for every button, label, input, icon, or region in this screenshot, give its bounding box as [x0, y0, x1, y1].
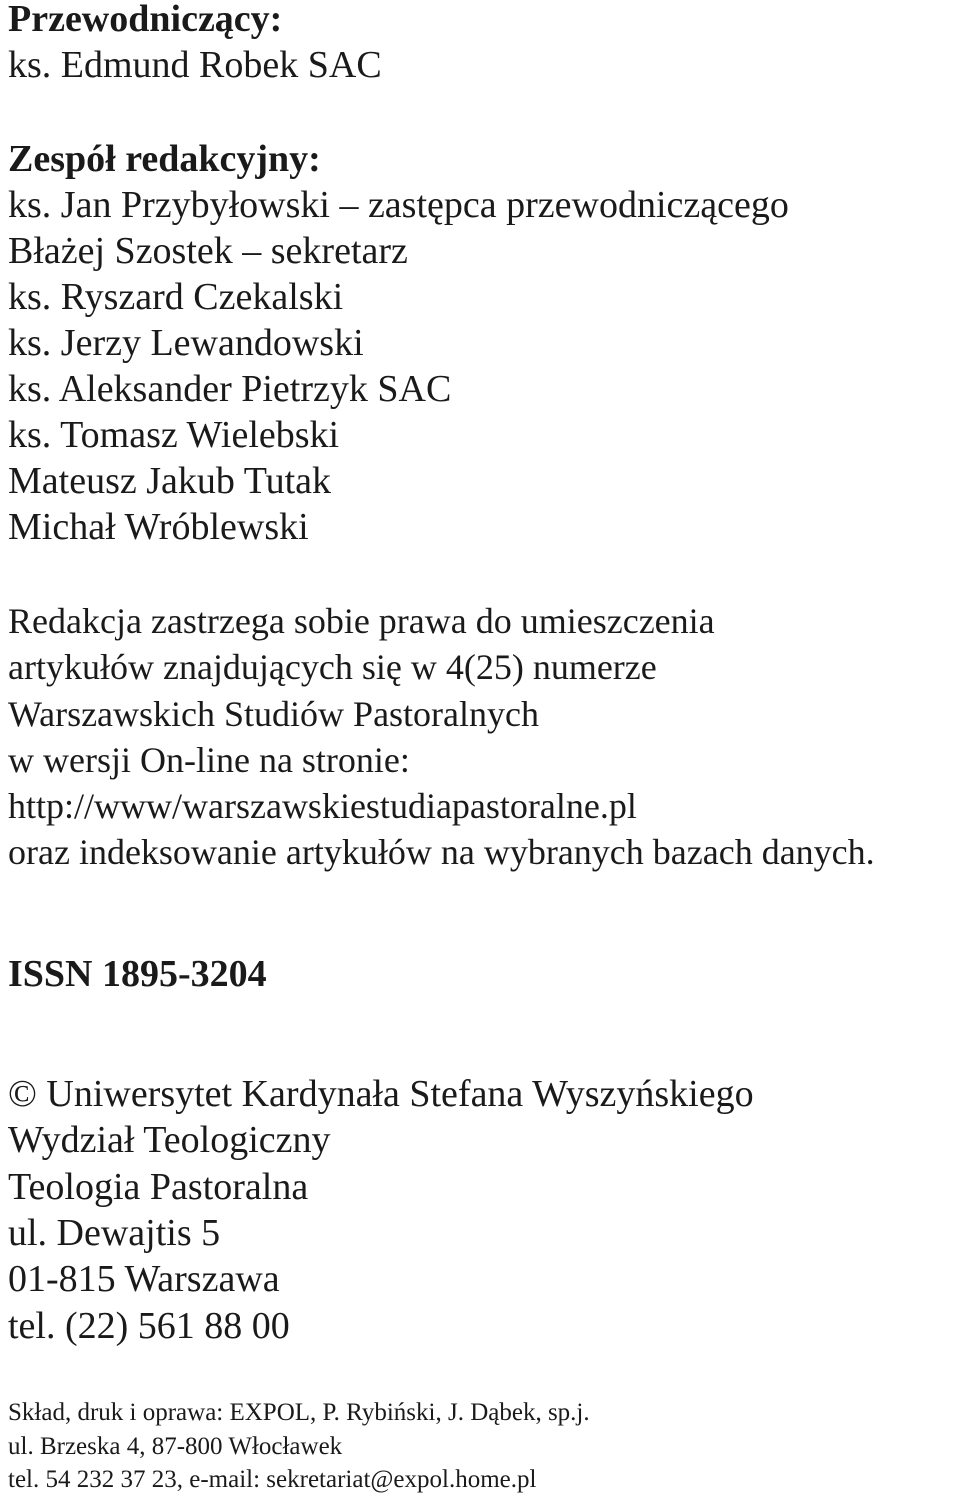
publisher-line: ul. Dewajtis 5: [8, 1212, 221, 1254]
editorial-team-member: ks. Tomasz Wielebski: [8, 414, 340, 456]
editorial-team-member: ks. Jan Przybyłowski – zastępca przewodniczącego: [8, 184, 789, 226]
publisher-line: © Uniwersytet Kardynała Stefana Wyszyńskiego: [8, 1073, 754, 1115]
editorial-team-member: ks. Jerzy Lewandowski: [8, 322, 364, 364]
publisher-line: Wydział Teologiczny: [8, 1119, 331, 1161]
editorial-team-member: ks. Ryszard Czekalski: [8, 276, 344, 318]
notice-line: oraz indeksowanie artykułów na wybranych bazach danych.: [8, 832, 875, 872]
editorial-team-member: Mateusz Jakub Tutak: [8, 460, 331, 502]
notice-line: Warszawskich Studiów Pastoralnych: [8, 694, 539, 734]
notice-line: w wersji On-line na stronie:: [8, 740, 410, 780]
notice-line: artykułów znajdujących się w 4(25) numerze: [8, 647, 657, 687]
notice-line: Redakcja zastrzega sobie prawa do umieszczenia: [8, 601, 715, 641]
editorial-team-member: ks. Aleksander Pietrzyk SAC: [8, 368, 452, 410]
publisher-line: tel. (22) 561 88 00: [8, 1305, 290, 1347]
printer-line: tel. 54 232 37 23, e-mail: sekretariat@expol.home.pl: [8, 1466, 537, 1493]
printer-line: Skład, druk i oprawa: EXPOL, P. Rybiński, J. Dąbek, sp.j.: [8, 1399, 590, 1426]
printer-line: ul. Brzeska 4, 87-800 Włocławek: [8, 1433, 343, 1460]
publisher-line: Teologia Pastoralna: [8, 1166, 309, 1208]
issn: ISSN 1895-3204: [8, 953, 267, 995]
editorial-team-heading: Zespół redakcyjny:: [8, 138, 321, 180]
editorial-team-member: Michał Wróblewski: [8, 506, 309, 548]
editorial-team-member: Błażej Szostek – sekretarz: [8, 230, 408, 272]
chair-name: ks. Edmund Robek SAC: [8, 44, 382, 86]
notice-url: http://www/warszawskiestudiapastoralne.pl: [8, 786, 637, 826]
publisher-line: 01-815 Warszawa: [8, 1258, 280, 1300]
chair-heading: Przewodniczący:: [8, 0, 283, 40]
